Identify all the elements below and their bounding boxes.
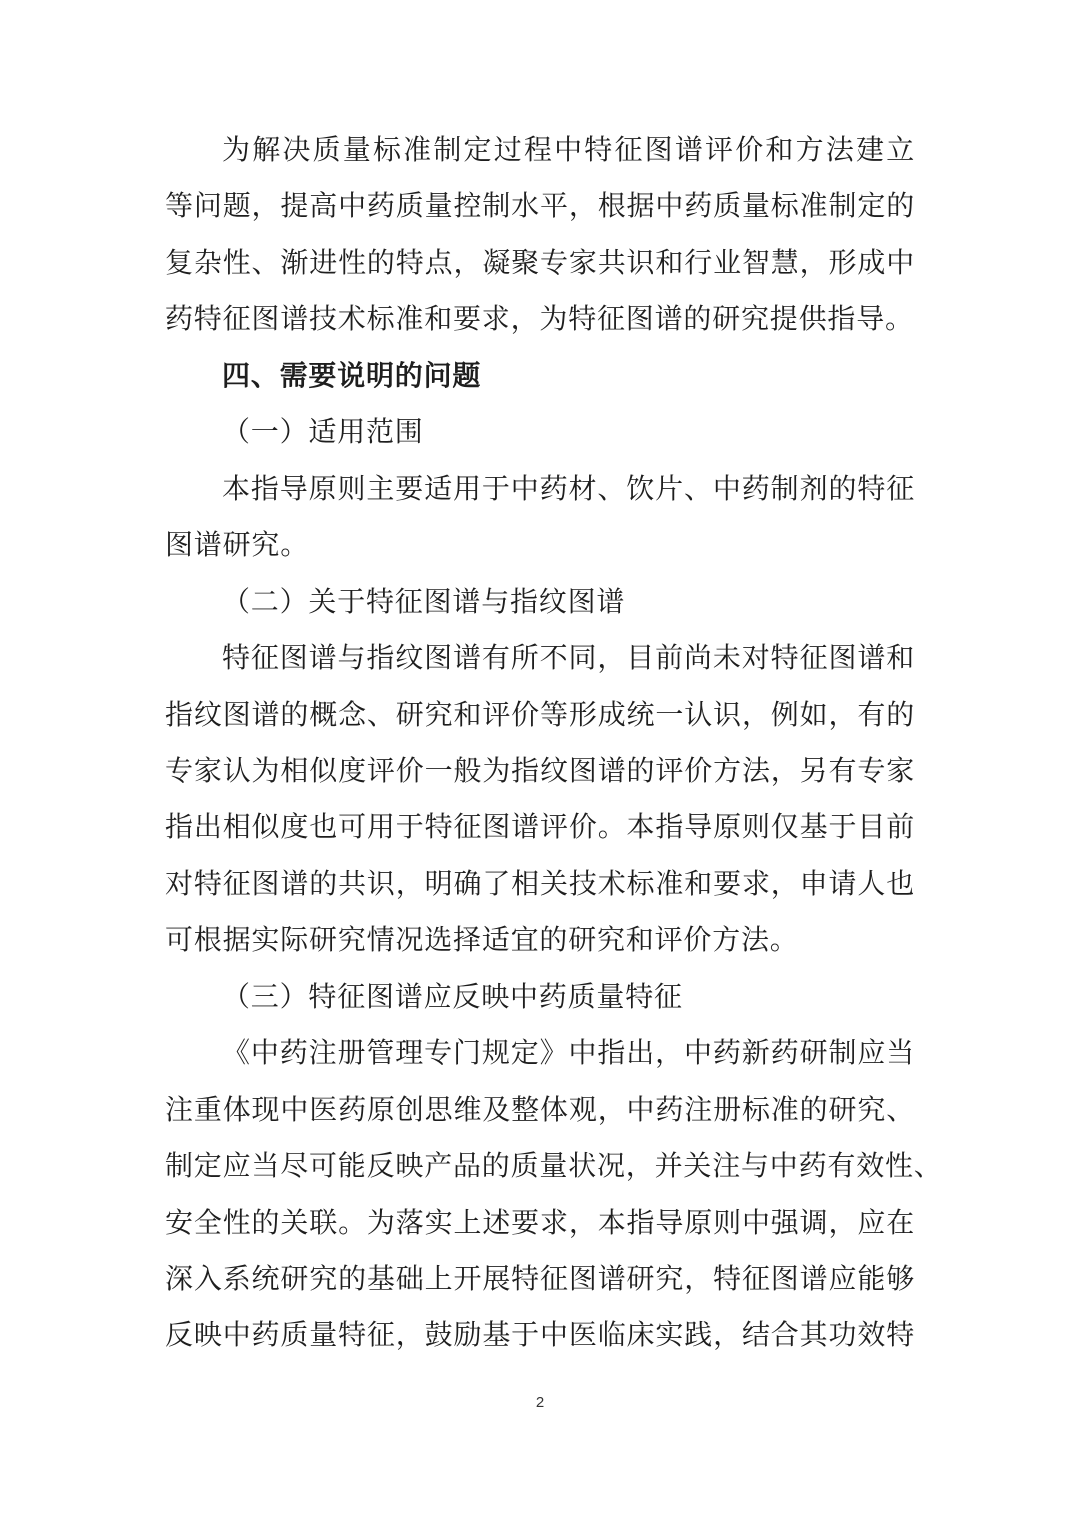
paragraph-line: 复杂性、渐进性的特点，凝聚专家共识和行业智慧，形成中: [165, 245, 915, 279]
paragraph-line: 指纹图谱的概念、研究和评价等形成统一认识，例如，有的: [165, 697, 915, 731]
subsection-heading: （二）关于特征图谱与指纹图谱: [222, 584, 626, 618]
paragraph-line: 对特征图谱的共识，明确了相关技术标准和要求，申请人也: [165, 866, 915, 900]
paragraph-line: 可根据实际研究情况选择适宜的研究和评价方法。: [165, 923, 799, 957]
paragraph-line: 专家认为相似度评价一般为指纹图谱的评价方法，另有专家: [165, 753, 915, 787]
paragraph-line: 注重体现中医药原创思维及整体观，中药注册标准的研究、: [165, 1092, 915, 1126]
page-number: 2: [535, 1394, 545, 1411]
paragraph-line: 反映中药质量特征，鼓励基于中医临床实践，结合其功效特: [165, 1318, 915, 1352]
paragraph-line: 为解决质量标准制定过程中特征图谱评价和方法建立: [222, 133, 915, 166]
paragraph-line: 等问题，提高中药质量控制水平，根据中药质量标准制定的: [165, 189, 915, 223]
subsection-heading: （一）适用范围: [222, 415, 424, 449]
paragraph-line: 本指导原则主要适用于中药材、饮片、中药制剂的特征: [222, 471, 915, 505]
paragraph-line: 特征图谱与指纹图谱有所不同，目前尚未对特征图谱和: [222, 641, 915, 675]
paragraph-line: 深入系统研究的基础上开展特征图谱研究，特征图谱应能够: [165, 1262, 915, 1295]
paragraph-line: 制定应当尽可能反映产品的质量状况，并关注与中药有效性、: [165, 1149, 943, 1183]
paragraph-line: 《中药注册管理专门规定》中指出，中药新药研制应当: [222, 1036, 915, 1070]
paragraph-line: 指出相似度也可用于特征图谱评价。本指导原则仅基于目前: [165, 810, 915, 844]
section-heading: 四、需要说明的问题: [222, 358, 482, 392]
subsection-heading: （三）特征图谱应反映中药质量特征: [222, 979, 683, 1013]
paragraph-line: 药特征图谱技术标准和要求，为特征图谱的研究提供指导。: [165, 302, 914, 336]
paragraph-line: 图谱研究。: [165, 528, 310, 562]
paragraph-line: 安全性的关联。为落实上述要求，本指导原则中强调，应在: [165, 1205, 915, 1239]
